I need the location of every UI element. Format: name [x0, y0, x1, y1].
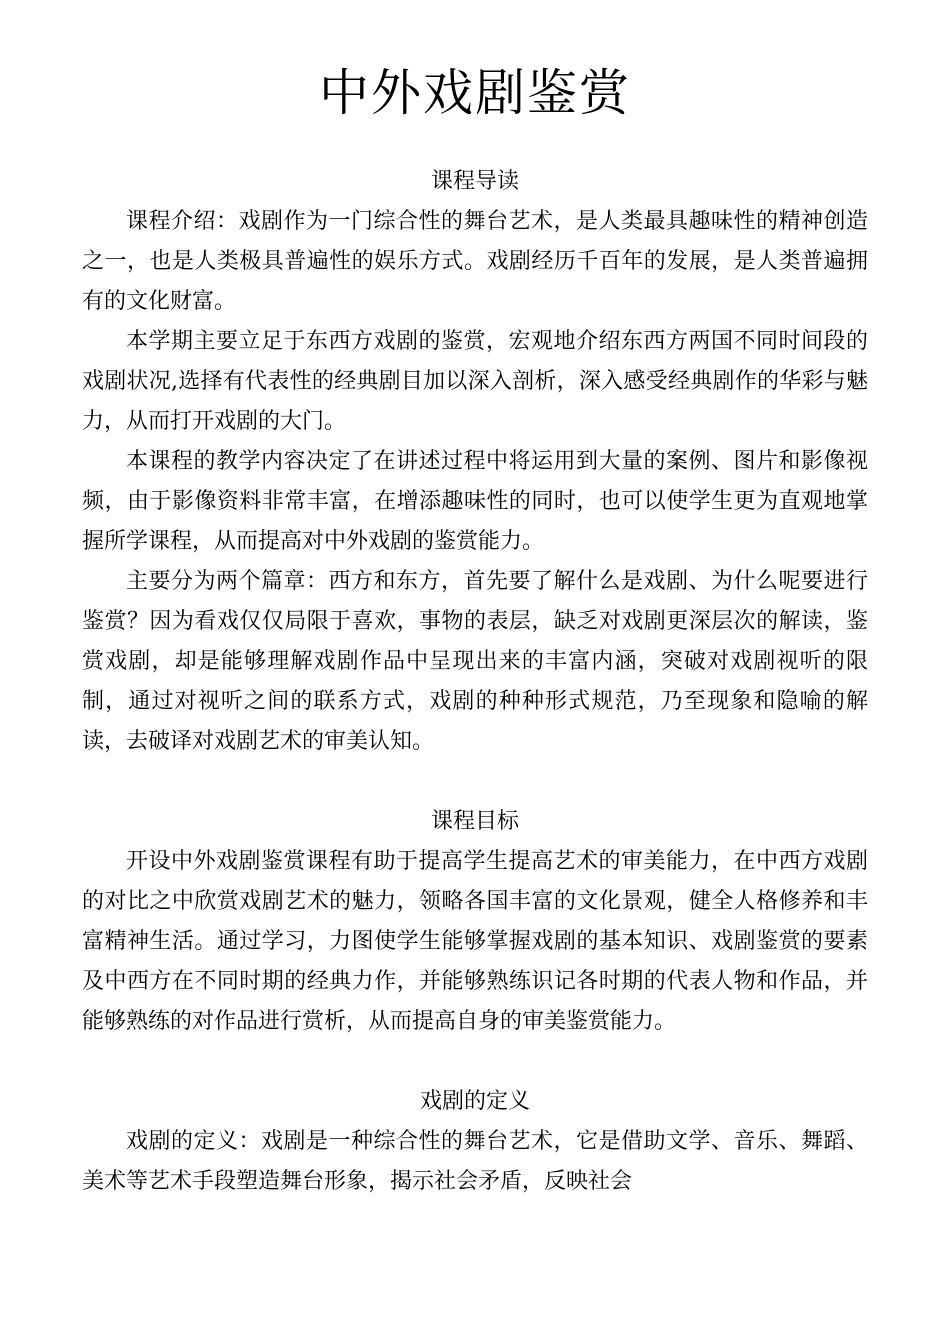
- paragraph: 开设中外戏剧鉴赏课程有助于提高学生提高艺术的审美能力，在中西方戏剧的对比之中欣赏戏剧艺术的魅力，领略各国丰富的文化景观，健全人格修养和丰富精神生活。通过学习，力图使学生能够掌握戏剧的基本知识、戏剧鉴赏的要素及中西方在不同时期的经典力作，并能够熟练识记各时期的代表人物和作品，并能够熟练的对作品进行赏析，从而提高自身的审美鉴赏能力。: [82, 849, 868, 1034]
- section-heading: 课程目标: [430, 809, 519, 834]
- paragraph: 本学期主要立足于东西方戏剧的鉴赏，宏观地介绍东西方两国不同时间段的戏剧状况,选择有代表性的经典剧目加以深入剖析，深入感受经典剧作的华彩与魅力，从而打开戏剧的大门。: [82, 329, 868, 434]
- paragraph: 课程介绍：戏剧作为一门综合性的舞台艺术，是人类最具趣味性的精神创造之一，也是人类极具普遍性的娱乐方式。戏剧经历千百年的发展，是人类普遍拥有的文化财富。: [82, 209, 868, 314]
- paragraph: 本课程的教学内容决定了在讲述过程中将运用到大量的案例、图片和影像视频，由于影像资料非常丰富，在增添趣味性的同时，也可以使学生更为直观地掌握所学课程，从而提高对中外戏剧的鉴赏能力。: [82, 449, 868, 554]
- paragraph: 戏剧的定义：戏剧是一种综合性的舞台艺术，它是借助文学、音乐、舞蹈、美术等艺术手段塑造舞台形象，揭示社会矛盾，反映社会: [82, 1129, 868, 1194]
- section-course-goal: [82, 802, 868, 1042]
- section-course-intro: [82, 162, 868, 762]
- document-title: 中外戏剧鉴赏: [319, 64, 631, 122]
- section-heading: 戏剧的定义: [419, 1089, 530, 1114]
- section-heading: 课程导读: [430, 169, 519, 194]
- section-drama-definition: [82, 1082, 868, 1202]
- paragraph: 主要分为两个篇章：西方和东方，首先要了解什么是戏剧、为什么呢要进行鉴赏？因为看戏仅仅局限于喜欢，事物的表层，缺乏对戏剧更深层次的解读，鉴赏戏剧，却是能够理解戏剧作品中呈现出来的丰富内涵，突破对戏剧视听的限制，通过对视听之间的联系方式，戏剧的种种形式规范，乃至现象和隐喻的解读，去破译对戏剧艺术的审美认知。: [82, 569, 868, 754]
